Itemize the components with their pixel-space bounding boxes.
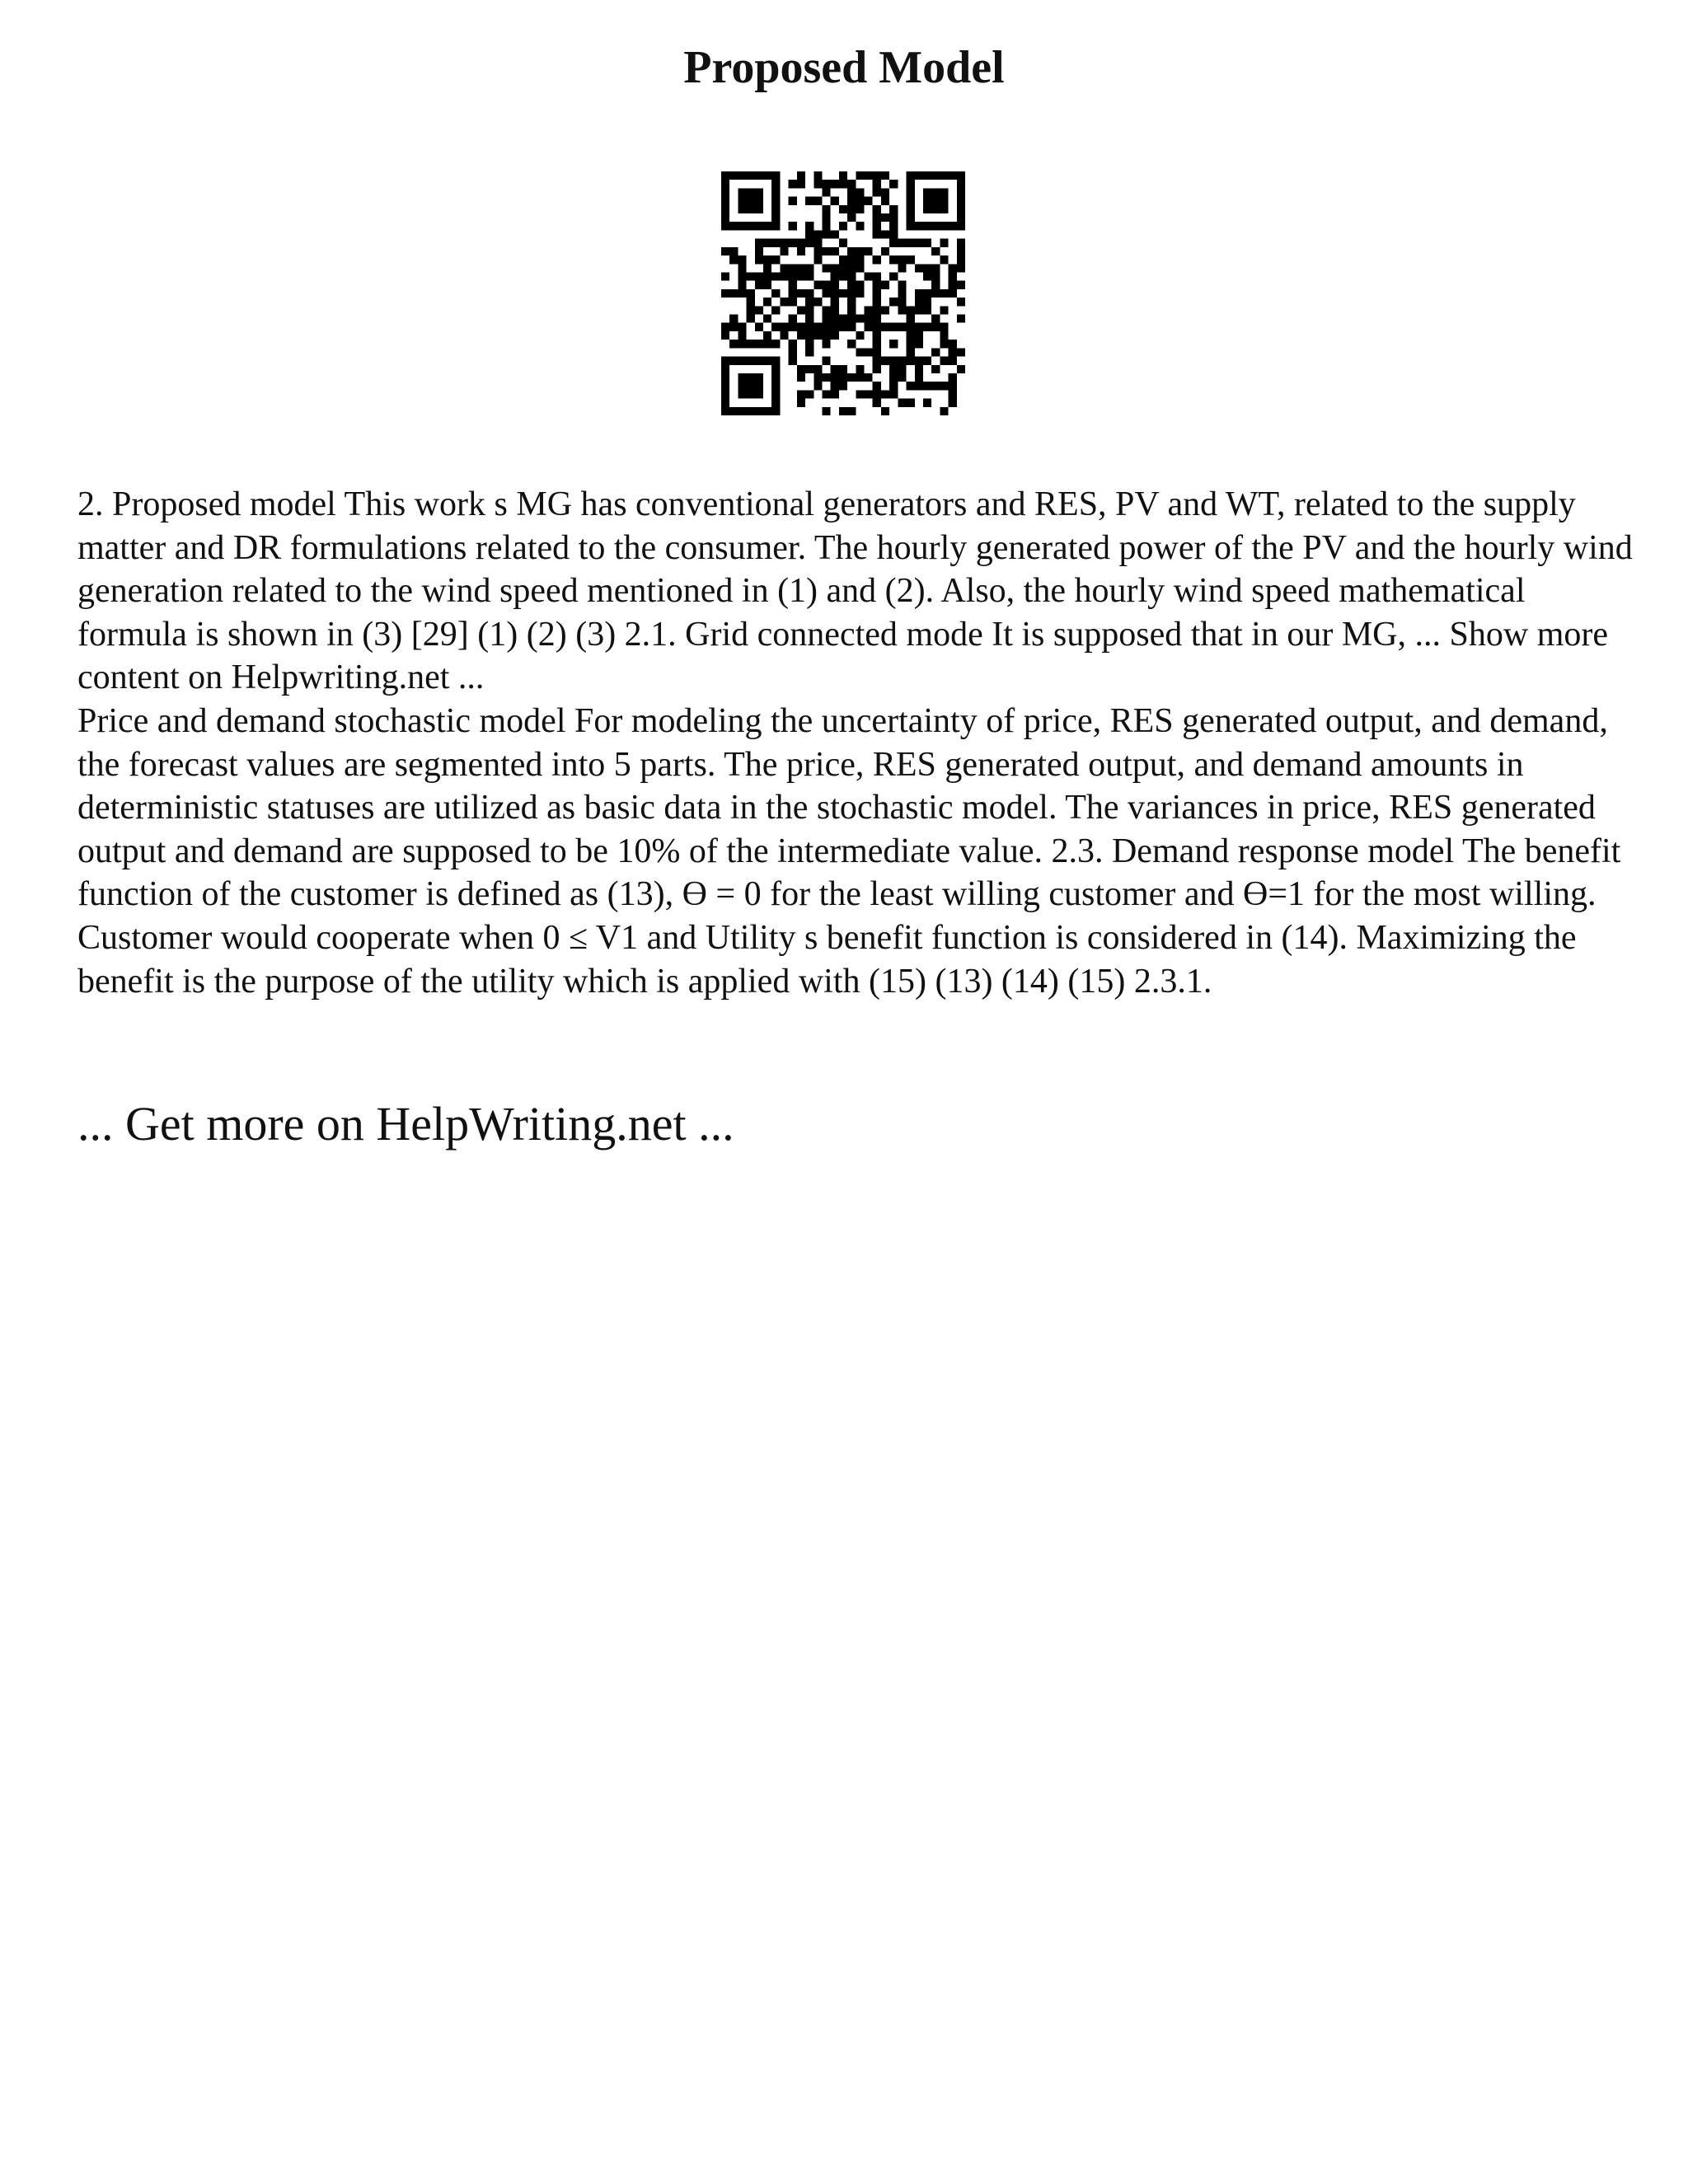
article-body [77, 483, 1635, 1003]
page-title: Proposed Model [683, 42, 1005, 93]
qr-code-icon[interactable] [721, 171, 965, 415]
get-more-link[interactable]: ... Get more on HelpWriting.net ... [77, 1097, 734, 1151]
paragraph: 2. Proposed model This work s MG has conventional generators and RES, PV and WT, related to the supply matter and DR formulations related to the consumer. The hourly generated power of the PV and the hourly wind generation related to the wind speed mentioned in (1) and (2). Also, the hourly wind speed mathematical formula is shown in (3) [29] (1) (2) (3) 2.1. Grid connected mode It is supposed that in our MG, ... Show more content on Helpwriting.net ... [77, 485, 1633, 697]
paragraph: Price and demand stochastic model For modeling the uncertainty of price, RES generated output, and demand, the forecast values are segmented into 5 parts. The price, RES generated output, and demand amounts in deterministic statuses are utilized as basic data in the stochastic model. The variances in price, RES generated output and demand are supposed to be 10% of the intermediate value. 2.3. Demand response model The benefit function of the customer is defined as (13), Ɵ = 0 for the least willing customer and Ɵ=1 for the most willing. Customer would cooperate when 0 ≤ V1 and Utility s benefit function is considered in (14). Maximizing the benefit is the purpose of the utility which is applied with (15) (13) (14) (15) 2.3.1. [77, 701, 1621, 1001]
